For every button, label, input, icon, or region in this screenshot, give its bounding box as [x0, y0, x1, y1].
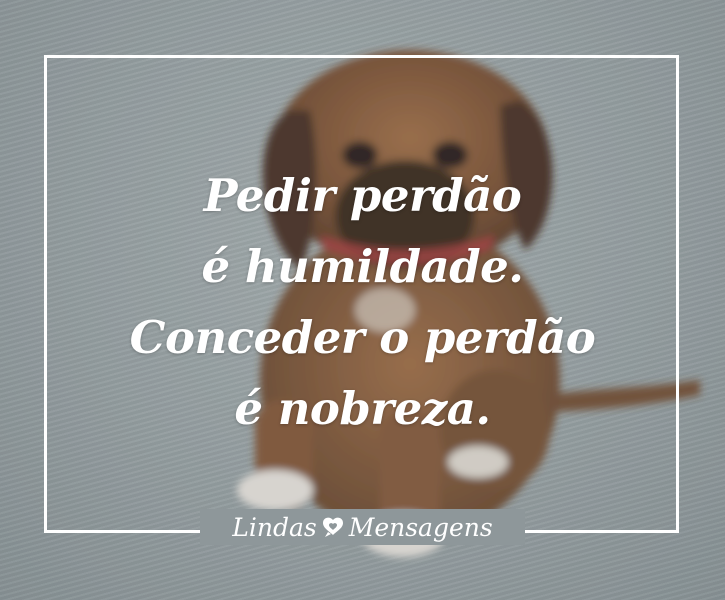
quote-line: Conceder o perdão	[129, 311, 596, 364]
quote-line: é humildade.	[201, 240, 524, 293]
heart-speech-bubble-icon	[321, 516, 345, 538]
brand-word-right: Mensagens	[348, 512, 493, 542]
quote-text	[60, 160, 665, 444]
brand-logo	[200, 509, 525, 545]
brand-word-left: Lindas	[232, 512, 317, 542]
quote-line: Pedir perdão	[203, 169, 522, 222]
quote-line: é nobreza.	[234, 382, 491, 435]
